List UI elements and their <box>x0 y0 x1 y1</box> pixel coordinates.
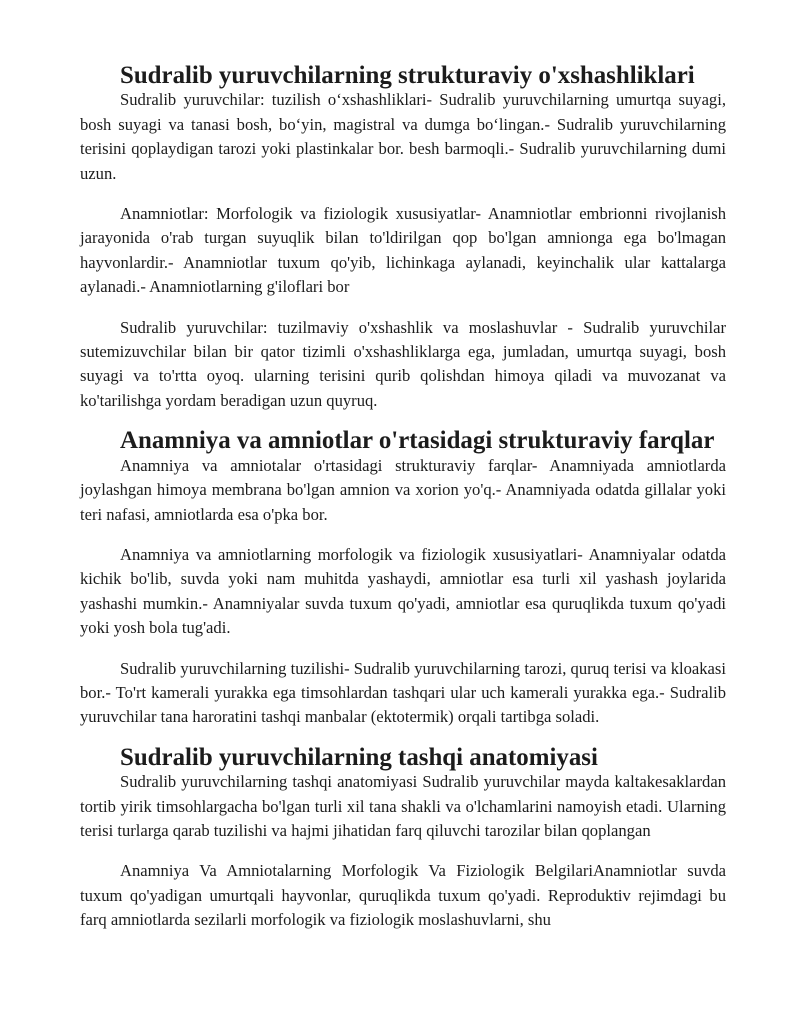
section-heading-1: Sudralib yuruvchilarning strukturaviy o'xshashliklari <box>120 62 695 89</box>
section-heading-3: Sudralib yuruvchilarning tashqi anatomiyasi <box>120 743 598 771</box>
paragraph-gap <box>80 843 726 859</box>
paragraph-3-2: Anamniya Va Amniotalarning Morfologik Va Fiziologik BelgilariAnamniotlar suvda tuxum qo'yadigan umurtqali hayvonlar, quruqlikda tuxum qo'yadi. Reproduktiv rejimdagi bu farq amniotlarda sezilarli morfologik va fiziologik moslashuvlarni, shu <box>80 861 726 930</box>
paragraph-3-1: Sudralib yuruvchilarning tashqi anatomiyasi Sudralib yuruvchilar mayda kaltakesaklardan tortib yirik timsohlargacha bo'lgan turli xil tana shakli va o'lchamlarini namoyish etadi. Ularning terisi turlarga qarab tuzilishi va hajmi jihatidan farq qiluvchi tarozilar bilan qoplangan <box>80 772 726 840</box>
paragraph-2-3: Sudralib yuruvchilarning tuzilishi- Sudralib yuruvchilarning tarozi, quruq terisi va kloakasi bor.- To'rt kamerali yurakka ega timsohlardan tashqari ular uch kamerali yurakka ega.- Sudralib yuruvchilar tana haroratini tashqi manbalar (ektotermik) orqali tartibga soladi. <box>80 658 726 727</box>
paragraph-2-1: Anamniya va amniotalar o'rtasidagi strukturaviy farqlar- Anamniyada amniotlarda joylashgan himoya membrana bo'lgan amnion va xorion yo'q.- Anamniyada odatda gillalar yoki teri nafasi, amniotlarda esa o'pka bor. <box>80 455 726 524</box>
paragraph-gap <box>80 527 726 543</box>
paragraph-1-3: Sudralib yuruvchilar: tuzilmaviy o'xshashlik va moslashuvlar - Sudralib yuruvchilar sutemizuvchilar bilan bir qator tizimli o'xshashliklarga ega, jumladan, umurtqa suyagi, bosh suyagi va to'rtta oyoq. ularning terisini qurib qolishdan himoya qiladi va muvozanat va ko'tarilishga yordam beradigan uzun quyruq. <box>80 317 726 410</box>
document-page <box>80 64 726 933</box>
paragraph-gap <box>80 300 726 316</box>
paragraph-gap <box>80 641 726 657</box>
paragraph-gap <box>80 186 726 202</box>
section-heading-2: Anamniya va amniotlar o'rtasidagi strukturaviy farqlar <box>120 427 715 455</box>
paragraph-1-1: Sudralib yuruvchilar: tuzilish o‘xshashliklari- Sudralib yuruvchilarning umurtqa suyagi, bosh suyagi va tanasi bosh, bo‘yin, magistral va dumga bo‘lingan.- Sudralib yuruvchilarning terisini qoplaydigan tarozi yoki plastinkalar bor. besh barmoqli.- Sudralib yuruvchilarning dumi uzun. <box>80 90 726 183</box>
paragraph-2-2: Anamniya va amniotlarning morfologik va fiziologik xususiyatlari- Anamniyalar odatda kichik bo'lib, suvda yoki nam muhitda yashaydi, amniotlar esa turli xil yashash joylarida yashashi mumkin.- Anamniyalar suvda tuxum qo'yadi, amniotlar esa quruqlikda tuxum qo'yadi yoki yosh bola tug'adi. <box>80 544 726 638</box>
paragraph-1-2: Anamniotlar: Morfologik va fiziologik xususiyatlar- Anamniotlar embrionni rivojlanish jarayonida o'rab turgan suyuqlik bilan to'ldirilgan qop bo'lgan amnionga ega bo'lmagan hayvonlardir.- Anamniotlar tuxum qo'yib, lichinkaga aylanadi, keyinchalik ular kattalarga aylanadi.- Anamniotlarning g'iloflari bor <box>80 204 726 297</box>
